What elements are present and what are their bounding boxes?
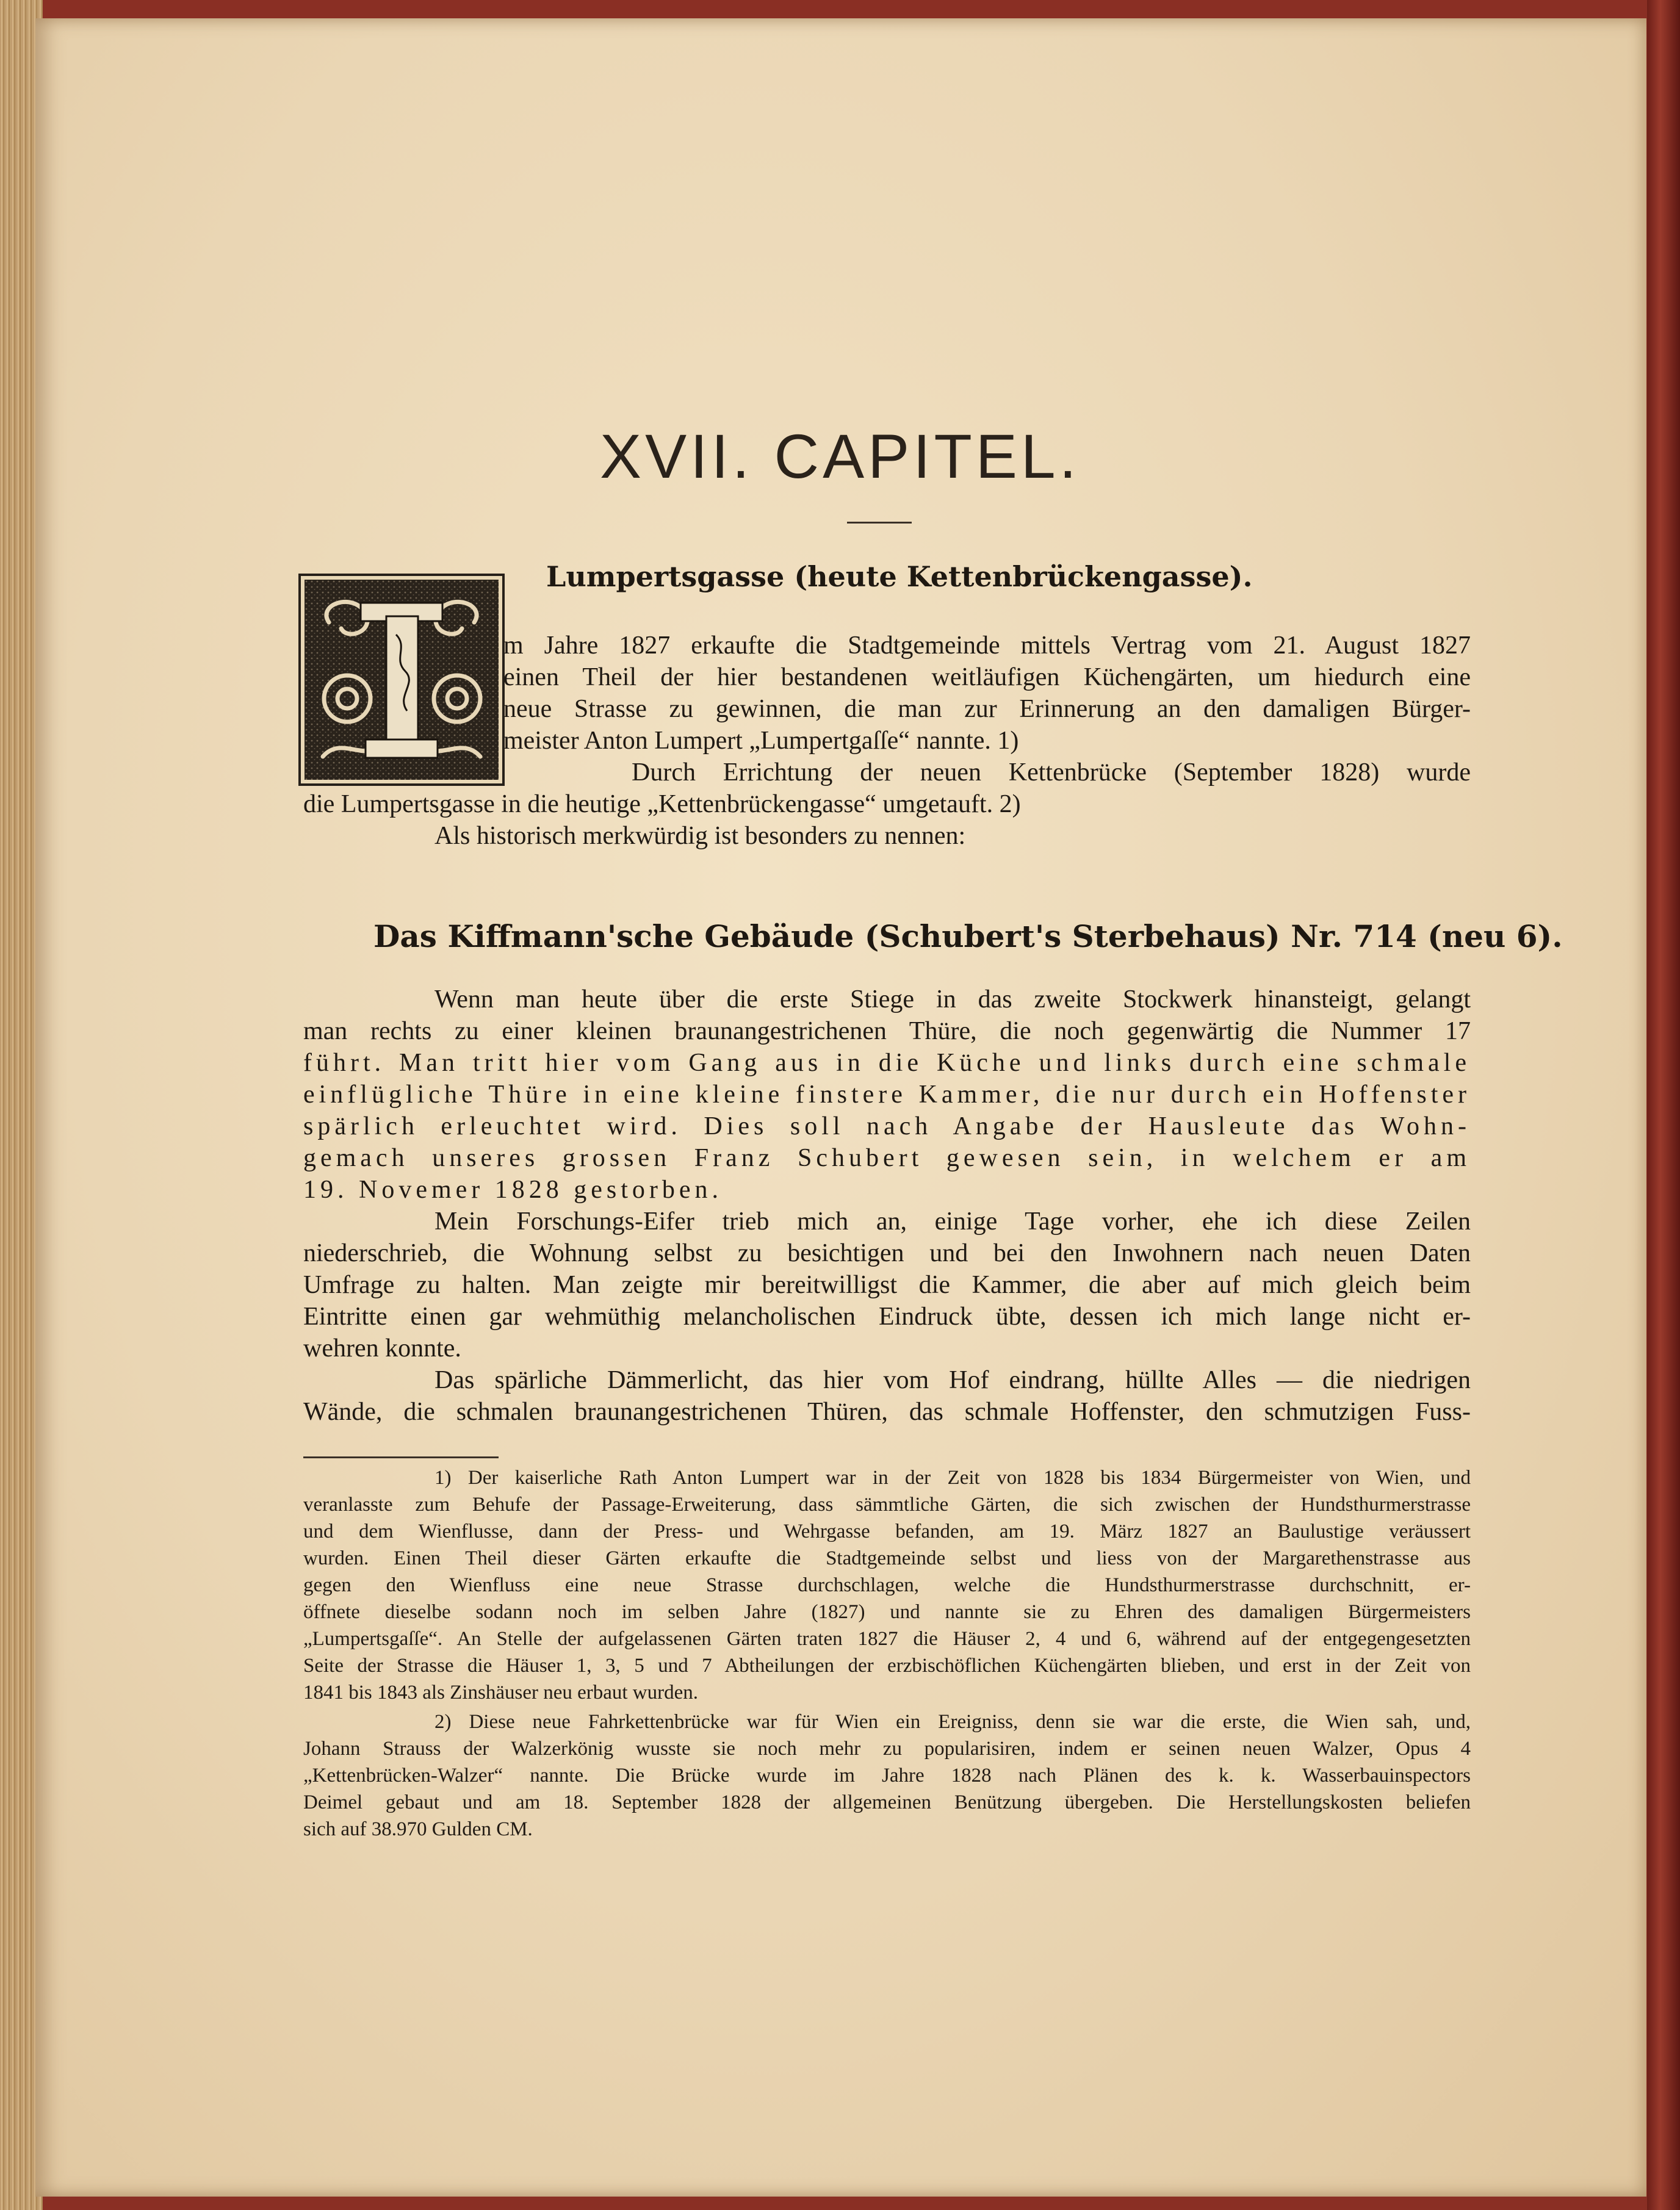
title-rule xyxy=(847,522,912,524)
body-line: m Jahre 1827 erkaufte die Stadtgemeinde mittels Vertrag vom 21. August 1827 xyxy=(503,632,1471,660)
body-line: wehren konnte. xyxy=(303,1334,461,1362)
body-line: meister Anton Lumpert „Lumpertgaſſe“ nannte. 1) xyxy=(503,727,1019,755)
section-heading-lumpertsgasse: Lumpertsgasse (heute Kettenbrückengasse). xyxy=(546,560,1253,593)
body-line: Das spärliche Dämmerlicht, das hier vom Hof eindrang, hüllte Alles — die niedrigen xyxy=(434,1366,1471,1394)
body-line: Durch Errichtung der neuen Kettenbrücke (September 1828) wurde xyxy=(632,758,1471,786)
body-line: 19. Novemer 1828 gestorben. xyxy=(303,1176,723,1204)
footnote-line: veranlasste zum Behufe der Passage-Erweiterung, dass sämmtliche Gärten, die sich zwischen der Hundsthurmerstrasse xyxy=(303,1494,1471,1516)
footnote-line: 1) Der kaiserliche Rath Anton Lumpert war in der Zeit von 1828 bis 1834 Bürgermeister von Wien, und xyxy=(434,1467,1471,1489)
body-line: spärlich erleuchtet wird. Dies soll nach Angabe der Hausleute das Wohn- xyxy=(303,1112,1471,1140)
drop-cap-ornament xyxy=(301,576,502,783)
book-cover-edge xyxy=(1647,0,1680,2210)
body-line: Mein Forschungs-Eifer trieb mich an, einige Tage vorher, ehe ich diese Zeilen xyxy=(434,1208,1471,1236)
body-line: gemach unseres grossen Franz Schubert gewesen sein, in welchem er am xyxy=(303,1144,1471,1172)
body-line: Eintritte einen gar wehmüthig melancholischen Eindruck übte, dessen ich mich lange nicht er- xyxy=(303,1303,1471,1331)
body-line: die Lumpertsgasse in die heutige „Kettenbrückengasse“ umgetauft. 2) xyxy=(303,790,1021,818)
footnote-line: und dem Wienflusse, dann der Press- und Wehrgasse befanden, am 19. März 1827 an Baulustige veräussert xyxy=(303,1521,1471,1542)
footnote-line: 2) Diese neue Fahrkettenbrücke war für Wien ein Ereigniss, denn sie war die erste, die Wien sah, und, xyxy=(434,1711,1471,1733)
body-line: Als historisch merkwürdig ist besonders zu nennen: xyxy=(434,822,966,850)
footnote-line: „Kettenbrücken-Walzer“ nannte. Die Brücke wurde im Jahre 1828 nach Plänen des k. k. Wasserbauinspectors xyxy=(303,1765,1471,1787)
footnote-line: 1841 bis 1843 als Zinshäuser neu erbaut wurden. xyxy=(303,1682,699,1704)
footnote-line: Johann Strauss der Walzerkönig wusste sie noch mehr zu popularisiren, indem er seinen neuen Walzer, Opus 4 xyxy=(303,1738,1471,1760)
footnote-line: Seite der Strasse die Häuser 1, 3, 5 und 7 Abtheilungen der erzbischöflichen Küchengärten blieben, und erst in der Zeit von xyxy=(303,1655,1471,1677)
ornamental-initial-icon xyxy=(305,580,499,780)
chapter-title: XVII. CAPITEL. xyxy=(600,422,1080,491)
footnote-line: öffnete dieselbe sodann noch im selben Jahre (1827) und nannte sie zu Ehren des damaligen Bürgermeisters xyxy=(303,1601,1471,1623)
body-line: man rechts zu einer kleinen braunangestrichenen Thüre, die noch gegenwärtig die Nummer 17 xyxy=(303,1017,1471,1045)
body-line: Wenn man heute über die erste Stiege in das zweite Stockwerk hinansteigt, gelangt xyxy=(434,985,1471,1013)
body-line: niederschrieb, die Wohnung selbst zu besichtigen und bei den Inwohnern nach neuen Daten xyxy=(303,1239,1471,1267)
footnote-line: Deimel gebaut und am 18. September 1828 der allgemeinen Benützung übergeben. Die Herstellungskosten beliefen xyxy=(303,1791,1471,1813)
section-heading-kiffmann: Das Kiffmann'sche Gebäude (Schubert's Sterbehaus) Nr. 714 (neu 6). xyxy=(373,918,1563,954)
footnote-line: sich auf 38.970 Gulden CM. xyxy=(303,1818,533,1840)
body-line: einen Theil der hier bestandenen weitläufigen Küchengärten, um hiedurch eine xyxy=(503,663,1471,691)
body-line: führt. Man tritt hier vom Gang aus in die Küche und links durch eine schmale xyxy=(303,1049,1471,1077)
body-line: Wände, die schmalen braunangestrichenen Thüren, das schmale Hoffenster, den schmutzigen Fuss- xyxy=(303,1398,1471,1426)
footnote-line: gegen den Wienfluss eine neue Strasse durchschlagen, welche die Hundsthurmerstrasse durchschnitt, er- xyxy=(303,1574,1471,1596)
body-line: neue Strasse zu gewinnen, die man zur Erinnerung an den damaligen Bürger- xyxy=(503,695,1471,723)
footnote-line: „Lumpertsgaſſe“. An Stelle der aufgelassenen Gärten traten 1827 die Häuser 2, 4 und 6, während auf der entgegengesetzten xyxy=(303,1628,1471,1650)
body-line: Umfrage zu halten. Man zeigte mir bereitwilligst die Kammer, die aber auf mich gleich beim xyxy=(303,1271,1471,1299)
footnote-line: wurden. Einen Theil dieser Gärten erkaufte die Stadtgemeinde selbst und liess von der Margarethenstrasse aus xyxy=(303,1547,1471,1569)
body-line: einflügliche Thüre in eine kleine finstere Kammer, die nur durch ein Hoffenster xyxy=(303,1081,1471,1109)
footnote-rule xyxy=(303,1456,499,1458)
